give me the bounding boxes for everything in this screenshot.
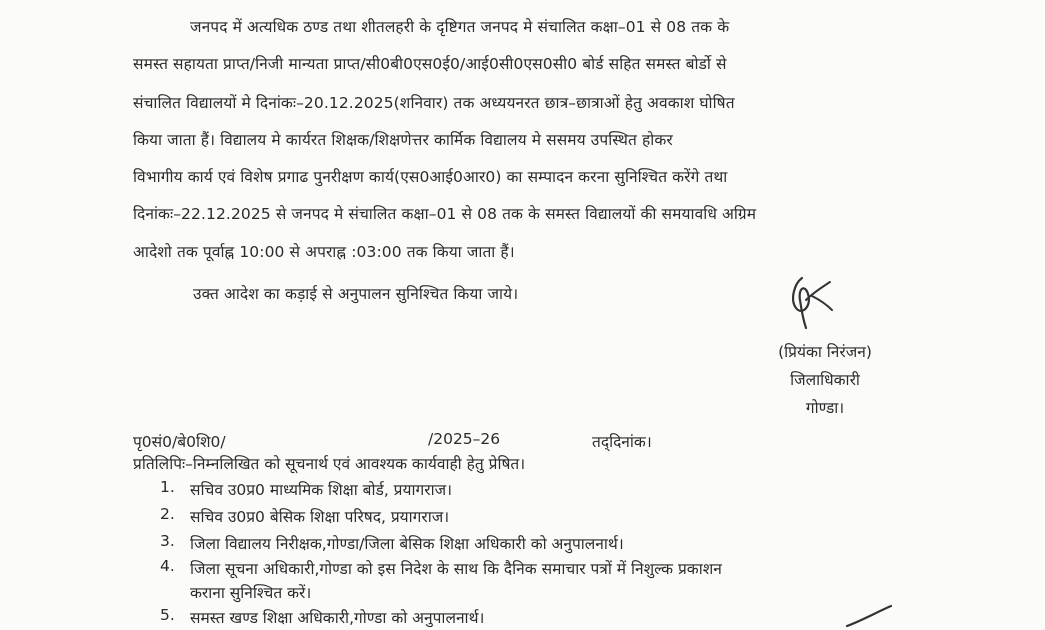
list-item: [160, 478, 452, 500]
signatory-name: (प्रियंका निरंजन): [778, 343, 872, 361]
body-line-2: समस्त सहायता प्राप्त/निजी मान्यता प्राप्त/सी0बी0एस0ई0/आई0सी0एस0सी0 बोर्ड सहित समस्त बोर्डो से: [133, 55, 727, 73]
list-number: 4.: [160, 557, 175, 575]
list-text: जिला विद्यालय निरीक्षक,गोण्डा/जिला बेसिक शिक्षा अधिकारी को अनुपालनार्थ।: [190, 535, 624, 553]
list-text: सचिव उ0प्र0 माध्यमिक शिक्षा बोर्ड, प्रयागराज।: [190, 481, 452, 499]
signature-block: [760, 338, 890, 422]
body-line-4: किया जाता हैं। विद्यालय मे कार्यरत शिक्षक/शिक्षणेत्तर कार्मिक विद्यालय मे ससमय उपस्थित होकर: [133, 131, 673, 149]
list-text-continuation: कराना सुनिश्चित करें।: [190, 584, 312, 602]
reference-number: पृ0सं0/बे0शि0/: [133, 433, 226, 451]
handwritten-signature: [772, 270, 842, 330]
list-number: 1.: [160, 478, 175, 496]
body-line-6: दिनांकः–22.12.2025 से जनपद मे संचालित कक्षा–01 से 08 तक के समस्त विद्यालयों की समयावधि अग्रिम: [133, 205, 757, 223]
compliance-line: उक्त आदेश का कड़ाई से अनुपालन सुनिश्चित किया जाये।: [193, 285, 519, 303]
reference-date: तद्‌दिनांक।: [592, 433, 652, 451]
list-item: [160, 532, 624, 554]
body-line-5: विभागीय कार्य एवं विशेष प्रगाढ पुनरीक्षण कार्य(एस0आई0आर0) का सम्पादन करना सुनिश्चित करेंगे तथा: [133, 168, 728, 186]
list-item: [160, 606, 484, 628]
list-number: 3.: [160, 532, 175, 550]
body-line-1: जनपद में अत्यधिक ठण्ड तथा शीतलहरी के दृष्टिगत जनपद मे संचालित कक्षा–01 से 08 तक के: [190, 18, 730, 36]
list-item: [160, 557, 722, 603]
body-line-3: संचालित विद्यालयों मे दिनांकः–20.12.2025(शनिवार) तक अध्ययनरत छात्र–छात्राओं हेतु अवकाश घोषित: [133, 94, 735, 112]
signatory-designation: जिलाधिकारी: [790, 371, 860, 389]
signatory-place: गोण्डा।: [805, 399, 845, 417]
list-number: 5.: [160, 606, 175, 624]
body-line-7: आदेशो तक पूर्वाह्न 10:00 से अपराह्न :03:00 तक किया जाता हैं।: [133, 243, 515, 261]
pen-stroke-mark: [845, 604, 895, 628]
list-text: सचिव उ0प्र0 बेसिक शिक्षा परिषद, प्रयागराज।: [190, 508, 450, 526]
list-text: जिला सूचना अधिकारी,गोण्डा को इस निदेश के साथ कि दैनिक समाचार पत्रों में निशुल्क प्रकाशन: [190, 560, 722, 578]
copy-heading: प्रतिलिपिः–निम्नलिखित को सूचनार्थ एवं आवश्यक कार्यवाही हेतु प्रेषित।: [133, 455, 526, 473]
list-number: 2.: [160, 505, 175, 523]
reference-year: /2025–26: [428, 430, 501, 448]
list-item: [160, 505, 449, 527]
list-text: समस्त खण्ड शिक्षा अधिकारी,गोण्डा को अनुपालनार्थ।: [190, 609, 485, 627]
